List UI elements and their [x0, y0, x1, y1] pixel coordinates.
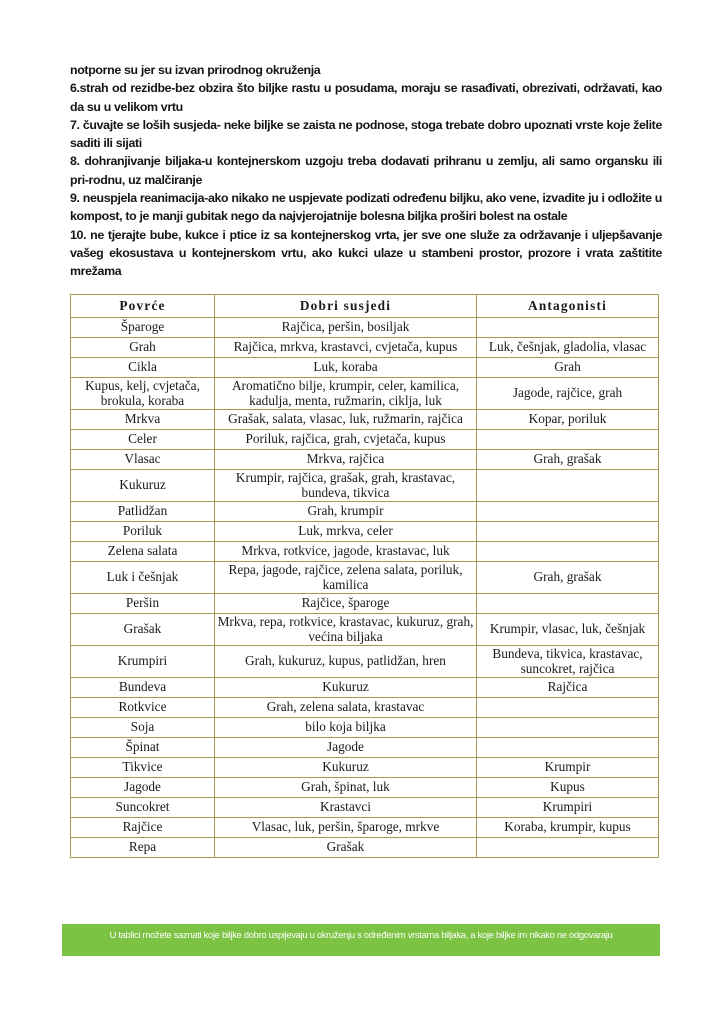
antagonists-cell: [477, 738, 659, 758]
paragraph: 9. neuspjela reanimacija-ako nikako ne uspjevate podizati određenu biljku, ako vene, izvadite ju i odložite u kompost, to je manji gubitak nego da najvjerojatnije bolesna biljka proširi bolest na ostale: [70, 191, 662, 224]
antagonists-cell: [477, 698, 659, 718]
antagonists-cell: [477, 838, 659, 858]
table-row: [71, 678, 659, 698]
vegetable-cell: Špinat: [71, 738, 215, 758]
vegetable-cell: Peršin: [71, 594, 215, 614]
vegetable-cell: Soja: [71, 718, 215, 738]
table-row: [71, 338, 659, 358]
table-row: [71, 450, 659, 470]
footer-caption: U tablici možete saznati koje biljke dobro uspijevaju u okruženju s određenim vrstama biljaka, a koje biljke im nikako ne odgovaraju: [109, 929, 613, 940]
antagonists-cell: Grah: [477, 358, 659, 378]
good-neighbors-cell: Repa, jagode, rajčice, zelena salata, poriluk, kamilica: [215, 562, 477, 594]
vegetable-cell: Suncokret: [71, 798, 215, 818]
table-row: [71, 542, 659, 562]
table-row: [71, 562, 659, 594]
good-neighbors-cell: Grah, zelena salata, krastavac: [215, 698, 477, 718]
good-neighbors-cell: Kukuruz: [215, 678, 477, 698]
vegetable-cell: Luk i češnjak: [71, 562, 215, 594]
footer-caption-bar: [62, 924, 660, 956]
vegetable-cell: Grah: [71, 338, 215, 358]
antagonists-cell: Kopar, poriluk: [477, 410, 659, 430]
table-body: [71, 318, 659, 858]
good-neighbors-cell: Vlasac, luk, peršin, šparoge, mrkve: [215, 818, 477, 838]
antagonists-cell: Krumpir: [477, 758, 659, 778]
antagonists-cell: [477, 470, 659, 502]
table-row: [71, 646, 659, 678]
table-row: [71, 838, 659, 858]
table-row: [71, 818, 659, 838]
good-neighbors-cell: Jagode: [215, 738, 477, 758]
column-header-good-neighbors: Dobri susjedi: [215, 295, 477, 318]
table-row: [71, 798, 659, 818]
good-neighbors-cell: Krastavci: [215, 798, 477, 818]
table-row: [71, 410, 659, 430]
antagonists-cell: Luk, češnjak, gladolia, vlasac: [477, 338, 659, 358]
table-row: [71, 502, 659, 522]
good-neighbors-cell: Mrkva, rajčica: [215, 450, 477, 470]
antagonists-cell: Grah, grašak: [477, 562, 659, 594]
table-row: [71, 358, 659, 378]
antagonists-cell: [477, 542, 659, 562]
antagonists-cell: [477, 522, 659, 542]
vegetable-cell: Kupus, kelj, cvjetača, brokula, koraba: [71, 378, 215, 410]
column-header-antagonists: Antagonisti: [477, 295, 659, 318]
paragraph: 7. čuvajte se loših susjeda- neke biljke se zaista ne podnose, stoga trebate dobro upoznati vrste koje želite saditi ili sijati: [70, 117, 662, 151]
good-neighbors-cell: Rajčica, peršin, bosiljak: [215, 318, 477, 338]
table-row: [71, 698, 659, 718]
antagonists-cell: Krumpir, vlasac, luk, češnjak: [477, 614, 659, 646]
table-row: [71, 738, 659, 758]
vegetable-cell: Celer: [71, 430, 215, 450]
good-neighbors-cell: Rajčica, mrkva, krastavci, cvjetača, kupus: [215, 338, 477, 358]
antagonists-cell: Kupus: [477, 778, 659, 798]
vegetable-cell: Mrkva: [71, 410, 215, 430]
paragraph: 10. ne tjerajte bube, kukce i ptice iz sa kontejnerskog vrta, jer sve one služe za održavanje i uljepšavanje vašeg ekosustava u kontejnerskom vrtu, ako kukci ulaze u stambeni prostor, prozore i vrata zaštitite mrežama: [70, 227, 662, 279]
antagonists-cell: [477, 502, 659, 522]
table-row: [71, 470, 659, 502]
vegetable-cell: Rotkvice: [71, 698, 215, 718]
vegetable-cell: Grašak: [71, 614, 215, 646]
table-row: [71, 778, 659, 798]
good-neighbors-cell: Grah, špinat, luk: [215, 778, 477, 798]
paragraph: 6.strah od rezidbe-bez obzira što biljke rastu u posudama, moraju se rasađivati, obrezivati, održavati, kao da su u velikom vrtu: [70, 81, 662, 114]
antagonists-cell: [477, 430, 659, 450]
good-neighbors-cell: Krumpir, rajčica, grašak, grah, krastavac, bundeva, tikvica: [215, 470, 477, 502]
antagonists-cell: Bundeva, tikvica, krastavac, suncokret, rajčica: [477, 646, 659, 678]
vegetable-cell: Rajčice: [71, 818, 215, 838]
antagonists-cell: Grah, grašak: [477, 450, 659, 470]
antagonists-cell: Jagode, rajčice, grah: [477, 378, 659, 410]
vegetable-cell: Cikla: [71, 358, 215, 378]
antagonists-cell: [477, 594, 659, 614]
column-header-vegetable: Povrće: [71, 295, 215, 318]
good-neighbors-cell: Mrkva, repa, rotkvice, krastavac, kukuruz, grah, većina biljaka: [215, 614, 477, 646]
good-neighbors-cell: Kukuruz: [215, 758, 477, 778]
table-row: [71, 378, 659, 410]
good-neighbors-cell: bilo koja biljka: [215, 718, 477, 738]
companion-planting-table: [70, 294, 659, 858]
vegetable-cell: Poriluk: [71, 522, 215, 542]
table-row: [71, 318, 659, 338]
vegetable-cell: Bundeva: [71, 678, 215, 698]
antagonists-cell: Koraba, krumpir, kupus: [477, 818, 659, 838]
good-neighbors-cell: Grah, krumpir: [215, 502, 477, 522]
table-row: [71, 718, 659, 738]
good-neighbors-cell: Grašak: [215, 838, 477, 858]
good-neighbors-cell: Aromatično bilje, krumpir, celer, kamilica, kadulja, menta, ružmarin, ciklja, luk: [215, 378, 477, 410]
good-neighbors-cell: Mrkva, rotkvice, jagode, krastavac, luk: [215, 542, 477, 562]
vegetable-cell: Patlidžan: [71, 502, 215, 522]
good-neighbors-cell: Luk, mrkva, celer: [215, 522, 477, 542]
good-neighbors-cell: Grašak, salata, vlasac, luk, ružmarin, rajčica: [215, 410, 477, 430]
body-text: [70, 61, 662, 281]
antagonists-cell: [477, 318, 659, 338]
vegetable-cell: Zelena salata: [71, 542, 215, 562]
vegetable-cell: Repa: [71, 838, 215, 858]
vegetable-cell: Krumpiri: [71, 646, 215, 678]
antagonists-cell: [477, 718, 659, 738]
vegetable-cell: Kukuruz: [71, 470, 215, 502]
table-row: [71, 430, 659, 450]
vegetable-cell: Vlasac: [71, 450, 215, 470]
vegetable-cell: Tikvice: [71, 758, 215, 778]
table-header-row: [71, 295, 659, 318]
antagonists-cell: Rajčica: [477, 678, 659, 698]
table-row: [71, 758, 659, 778]
paragraph: notporne su jer su izvan prirodnog okruženja: [70, 63, 321, 77]
table-row: [71, 614, 659, 646]
good-neighbors-cell: Poriluk, rajčica, grah, cvjetača, kupus: [215, 430, 477, 450]
antagonists-cell: Krumpiri: [477, 798, 659, 818]
good-neighbors-cell: Rajčice, šparoge: [215, 594, 477, 614]
table-row: [71, 594, 659, 614]
paragraph: 8. dohranjivanje biljaka-u kontejnerskom uzgoju treba dodavati prihranu u zemlju, ali samo organsku ili pri-rodnu, uz malčiranje: [70, 154, 662, 187]
good-neighbors-cell: Luk, koraba: [215, 358, 477, 378]
table-row: [71, 522, 659, 542]
vegetable-cell: Jagode: [71, 778, 215, 798]
good-neighbors-cell: Grah, kukuruz, kupus, patlidžan, hren: [215, 646, 477, 678]
vegetable-cell: Šparoge: [71, 318, 215, 338]
